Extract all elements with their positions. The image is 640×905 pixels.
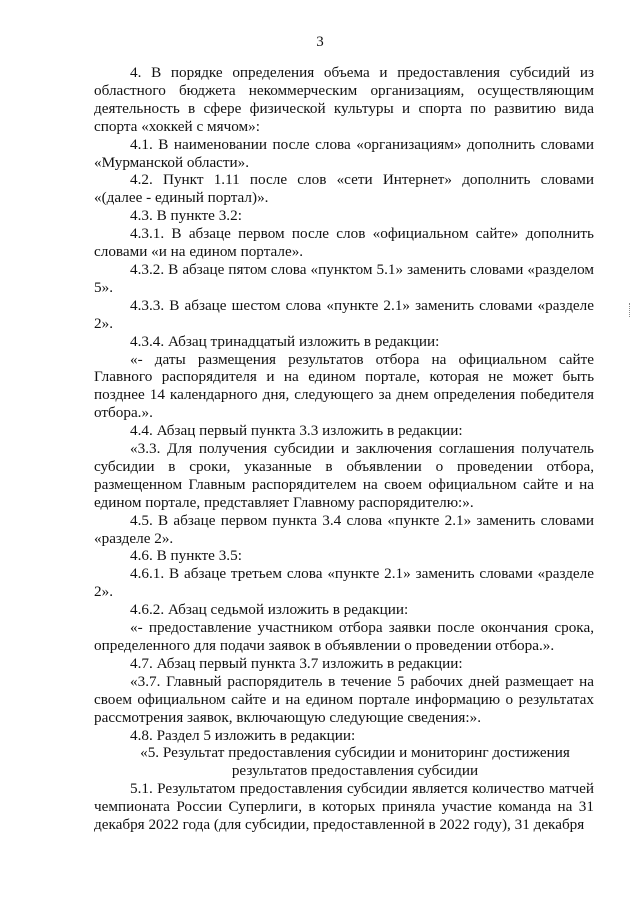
- paragraph: 4.5. В абзаце первом пункта 3.4 слова «пункте 2.1» заменить словами «разделе 2».: [94, 511, 594, 547]
- paragraph: 4.8. Раздел 5 изложить в редакции:: [130, 726, 356, 744]
- paragraph: 5.1. Результатом предоставления субсидии является количество матчей чемпионата России Суперлиги, в которых приняла участие команда на 31 декабря 2022 года (для субсидии, предоставленной в 2022 году), 31 декабря: [94, 780, 594, 834]
- paragraph: 4.6.2. Абзац седьмой изложить в редакции:: [130, 601, 409, 619]
- paragraph: 4.4. Абзац первый пункта 3.3 изложить в редакции:: [130, 422, 463, 440]
- page-number: 3: [316, 34, 324, 50]
- paragraph: 4.3.1. В абзаце первом после слов «официальном сайте» дополнить словами «и на едином портале».: [94, 225, 594, 261]
- paragraph: «3.3. Для получения субсидии и заключения соглашения получатель субсидии в сроки, указанные в объявлении о проведении отбора, размещенном Главным распорядителем на своем официальном сайте и на едином портале, представляет Главному распорядителю:».: [94, 440, 594, 511]
- paragraph: 4. В порядке определения объема и предоставления субсидий из областного бюджета некоммерческим организациям, осуществляющим деятельность в сфере физической культуры и спорта по развитию вида спорта «хоккей с мячом»:: [94, 64, 594, 135]
- paragraph: 4.2. Пункт 1.11 после слов «сети Интернет» дополнить словами «(далее - единый портал)».: [94, 171, 594, 207]
- paragraph: «- предоставление участником отбора заявки после окончания срока, определенного для подачи заявок в объявлении о проведении отбора.».: [94, 619, 594, 654]
- paragraph: 4.1. В наименовании после слова «организациям» дополнить словами «Мурманской области».: [94, 135, 594, 171]
- paragraph: 4.3.2. В абзаце пятом слова «пунктом 5.1» заменить словами «разделом 5».: [94, 260, 594, 296]
- paragraph: 4.6.1. В абзаце третьем слова «пункте 2.1» заменить словами «разделе 2».: [94, 565, 594, 601]
- paragraph: «- даты размещения результатов отбора на официальном сайте Главного распорядителя и на едином портале, которая не может быть позднее 14 календарного дня, следующего за днем определения победителя отбора.».: [94, 350, 594, 422]
- paragraph: 4.3.3. В абзаце шестом слова «пункте 2.1» заменить словами «разделе 2».: [94, 296, 594, 332]
- paragraph: 4.7. Абзац первый пункта 3.7 изложить в редакции:: [130, 654, 463, 672]
- paragraph: 4.6. В пункте 3.5:: [130, 547, 242, 565]
- document-body: [94, 64, 594, 834]
- paragraph: 4.3.4. Абзац тринадцатый изложить в редакции:: [130, 332, 440, 350]
- paragraph: «3.7. Главный распорядитель в течение 5 рабочих дней размещает на своем официальном сайте и на едином портале информацию о результатах рассмотрения заявок, включающую следующие сведения:».: [94, 672, 594, 726]
- paragraph: «5. Результат предоставления субсидии и мониторинг достижения результатов предоставления субсидии: [140, 744, 570, 780]
- paragraph: 4.3. В пункте 3.2:: [130, 207, 242, 225]
- scan-margin-mark: [629, 303, 632, 317]
